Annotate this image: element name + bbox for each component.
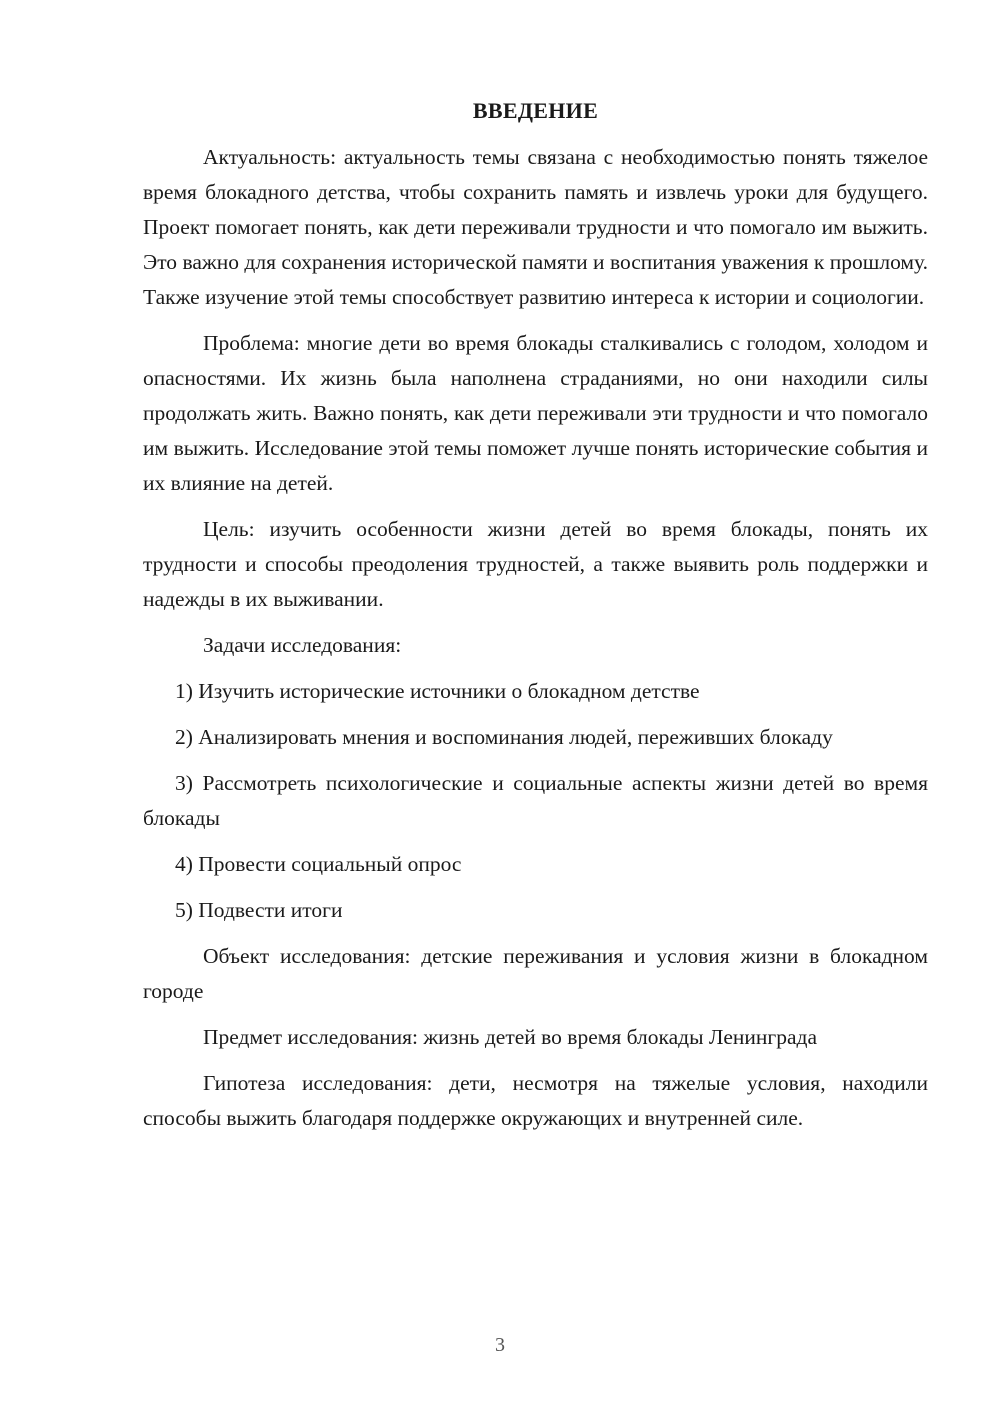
task-item-4: 4) Провести социальный опрос xyxy=(175,852,462,876)
section-heading: ВВЕДЕНИЕ xyxy=(472,98,599,123)
paragraph-hypothesis: Гипотеза исследования: дети, несмотря на тяжелые условия, находили способы выжить благодаря поддержке окружающих и внутренней силе. xyxy=(143,1071,928,1130)
task-item-3: 3) Рассмотреть психологические и социальные аспекты жизни детей во время блокады xyxy=(143,771,928,830)
task-item-5: 5) Подвести итоги xyxy=(175,898,343,922)
tasks-heading: Задачи исследования: xyxy=(203,633,402,657)
paragraph-subject: Предмет исследования: жизнь детей во время блокады Ленинграда xyxy=(203,1025,817,1049)
task-item-1: 1) Изучить исторические источники о блокадном детстве xyxy=(175,679,700,703)
paragraph-relevance: Актуальность: актуальность темы связана с необходимостью понять тяжелое время блокадного детства, чтобы сохранить память и извлечь уроки для будущего. Проект помогает понять, как дети переживали трудности и что помогало им выжить. Это важно для сохранения исторической памяти и воспитания уважения к прошлому. Также изучение этой темы способствует развитию интереса к истории и социологии. xyxy=(143,145,928,309)
document-page xyxy=(143,96,928,1147)
page-number: 3 xyxy=(495,1334,505,1356)
paragraph-goal: Цель: изучить особенности жизни детей во время блокады, понять их трудности и способы преодоления трудностей, а также выявить роль поддержки и надежды в их выживании. xyxy=(143,517,928,611)
paragraph-object: Объект исследования: детские переживания и условия жизни в блокадном городе xyxy=(143,944,928,1003)
paragraph-problem: Проблема: многие дети во время блокады сталкивались с голодом, холодом и опасностями. Их жизнь была наполнена страданиями, но они находили силы продолжать жить. Важно понять, как дети переживали эти трудности и что помогало им выжить. Исследование этой темы поможет лучше понять исторические события и их влияние на детей. xyxy=(143,331,928,495)
task-item-2: 2) Анализировать мнения и воспоминания людей, переживших блокаду xyxy=(175,725,833,749)
